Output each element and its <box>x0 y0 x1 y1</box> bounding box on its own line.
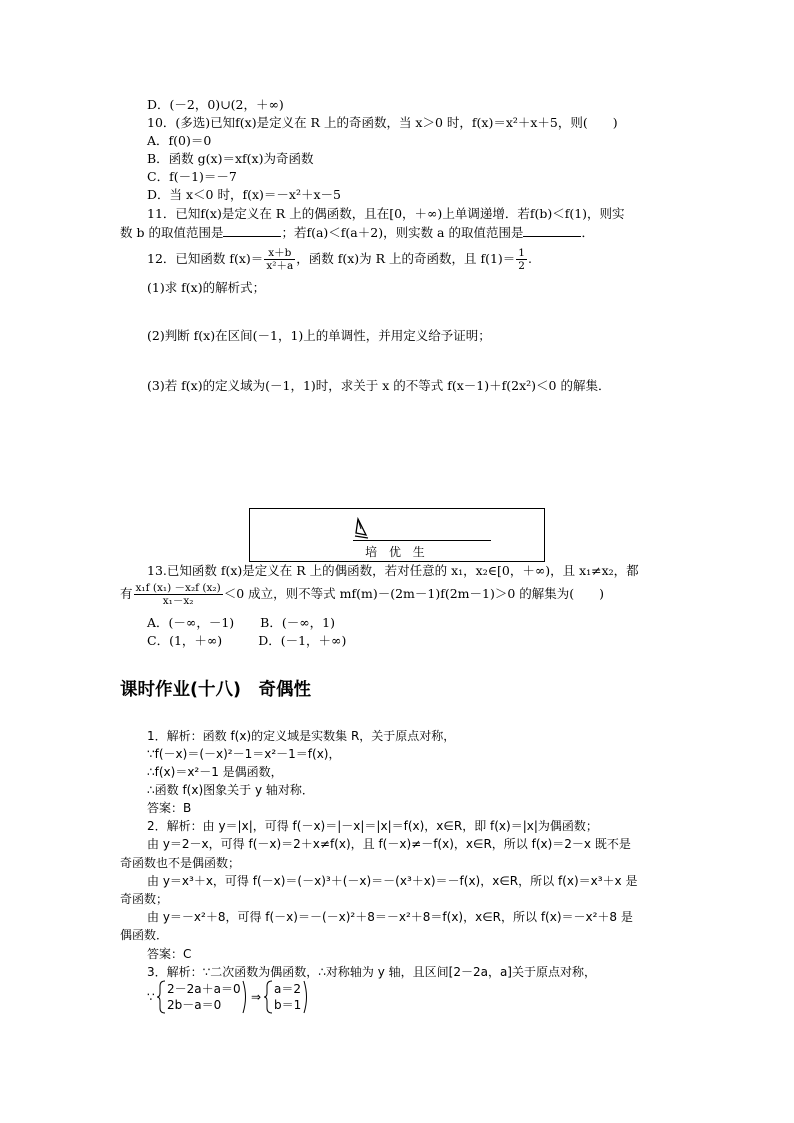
s2-line5: 奇函数； <box>120 892 169 906</box>
q13-line1: 13.已知函数 f(x)是定义在 R 上的偶函数，若对任意的 x₁，x₂∈[0，＋∞)，且 x₁≠x₂，都 <box>147 563 639 578</box>
s2-line2: 由 y＝2－x，可得 f(－x)＝2＋x≠f(x)，且 f(－x)≠－f(x)，x∈R，所以 f(x)＝2－x 既不是 <box>147 837 631 851</box>
q13-fraction <box>134 582 223 607</box>
q12-part2: (2)判断 f(x)在区间(－1，1)上的单调性，并用定义给予证明； <box>147 328 491 343</box>
s3-sys1-eq2: 2b－a＝0 <box>167 998 222 1012</box>
q13-options-row1 <box>147 615 335 631</box>
q13-line2-text: ＜0 成立，则不等式 mf(m)－(2m－1)f(2m－1)＞0 的解集为( ) <box>223 586 605 601</box>
s3-implies: ⇒ <box>251 990 262 1004</box>
q11-line1: 11．已知f(x)是定义在 R 上的偶函数，且在[0，＋∞)上单调递增．若f(b)＜f(1)，则实 <box>147 206 625 221</box>
q12-stem <box>147 245 532 273</box>
q12-val-den: 2 <box>518 260 525 272</box>
s1-line2: ∵f(－x)＝(－x)²－1＝x²－1＝f(x)， <box>147 747 341 761</box>
q12-frac-num: x＋b <box>264 247 295 260</box>
q12-stem-c: . <box>527 251 532 266</box>
q9-option-d: D．(－2，0)∪(2，＋∞) <box>147 97 284 112</box>
q12-frac-den: x²＋a <box>266 260 294 272</box>
q11-text-b: ；若f(a)＜f(a＋2)，则实数 a 的取值范围是 <box>281 225 524 240</box>
s3-sys2-eq1: a＝2 <box>274 982 301 996</box>
q13-options-row2 <box>147 633 346 649</box>
s3-line1: 3．解析：∵二次函数为偶函数，∴对称轴为 y 轴，且区间[2－2a，a]关于原点对称， <box>147 965 596 979</box>
q11-blank-1 <box>223 226 281 237</box>
left-brace-1 <box>157 980 167 1014</box>
s3-sys2-eq2: b＝1 <box>274 998 302 1012</box>
q11-line2 <box>120 225 594 241</box>
q12-value-fraction <box>516 247 527 272</box>
q13-option-c: C．(1，＋∞) <box>147 633 223 648</box>
q10-option-a: A．f(0)＝0 <box>147 133 212 148</box>
s2-answer: 答案：C <box>147 947 192 961</box>
q11-blank-2 <box>523 226 581 237</box>
q10-option-d: D．当 x＜0 时，f(x)＝－x²＋x－5 <box>147 187 341 202</box>
s2-line1: 2．解析：由 y＝|x|，可得 f(－x)＝|－x|＝|x|＝f(x)，x∈R，即 f(x)＝|x|为偶函数； <box>147 819 598 833</box>
s3-sys1-eq1: 2－2a＋a＝0 <box>167 982 241 996</box>
q13-frac-den: x₁－x₂ <box>162 595 194 607</box>
s1-line1: 1．解析：函数 f(x)的定义域是实数集 R，关于原点对称， <box>147 729 456 743</box>
q13-frac-num: x₁f (x₁) －x₂f (x₂) <box>135 582 221 594</box>
section-label: 培 优 生 <box>365 545 429 559</box>
right-paren-1 <box>242 980 250 1014</box>
q10-stem: 10．(多选)已知f(x)是定义在 R 上的奇函数，当 x＞0 时，f(x)＝x²＋x＋5，则( ) <box>147 115 618 130</box>
s1-line4: ∴函数 f(x)图象关于 y 轴对称． <box>147 783 314 797</box>
q13-option-d: D．(－1，＋∞) <box>258 633 347 648</box>
section-rule <box>353 540 491 541</box>
q12-stem-b: ，函数 f(x)为 R 上的奇函数，且 f(1)＝ <box>296 251 516 266</box>
s2-line3: 奇函数也不是偶函数； <box>120 856 241 870</box>
section-box-advanced <box>249 508 545 562</box>
s2-line7: 偶函数． <box>120 928 169 942</box>
s1-answer: 答案：B <box>147 801 192 815</box>
q13-option-a: A．(－∞，－1) <box>147 615 235 630</box>
s1-line3: ∴f(x)＝x²－1 是偶函数， <box>147 765 283 779</box>
q10-option-b: B．函数 g(x)＝xf(x)为奇函数 <box>147 151 314 166</box>
q11-text-c: ． <box>581 225 594 240</box>
s2-line6: 由 y＝－x²＋8，可得 f(－x)＝－(－x)²＋8＝－x²＋8＝f(x)，x∈R，所以 f(x)＝－x²＋8 是 <box>147 910 633 924</box>
q13-option-b: B．(－∞，1) <box>260 615 335 630</box>
pen-nib-icon <box>352 517 372 539</box>
q12-part3: (3)若 f(x)的定义域为(－1，1)时，求关于 x 的不等式 f(x－1)＋f(2x²)＜0 的解集． <box>147 378 611 393</box>
s2-line4: 由 y＝x³＋x，可得 f(－x)＝(－x)³＋(－x)＝－(x³＋x)＝－f(x)，x∈R，所以 f(x)＝x³＋x 是 <box>147 874 638 888</box>
left-brace-2 <box>264 980 274 1014</box>
q13-line2 <box>120 580 604 608</box>
q13-has: 有 <box>120 586 133 601</box>
right-paren-2 <box>303 980 311 1014</box>
q10-option-c: C．f(－1)＝－7 <box>147 169 237 184</box>
s3-because: ∵ <box>147 990 155 1004</box>
page-heading: 课时作业(十八) 奇偶性 <box>120 680 311 700</box>
q11-text-a: 数 b 的取值范围是 <box>120 225 224 240</box>
q12-part1: (1)求 f(x)的解析式； <box>147 280 266 295</box>
q12-val-num: 1 <box>518 247 525 259</box>
q12-fraction <box>264 247 295 272</box>
q12-stem-a: 12．已知函数 f(x)＝ <box>147 251 264 266</box>
